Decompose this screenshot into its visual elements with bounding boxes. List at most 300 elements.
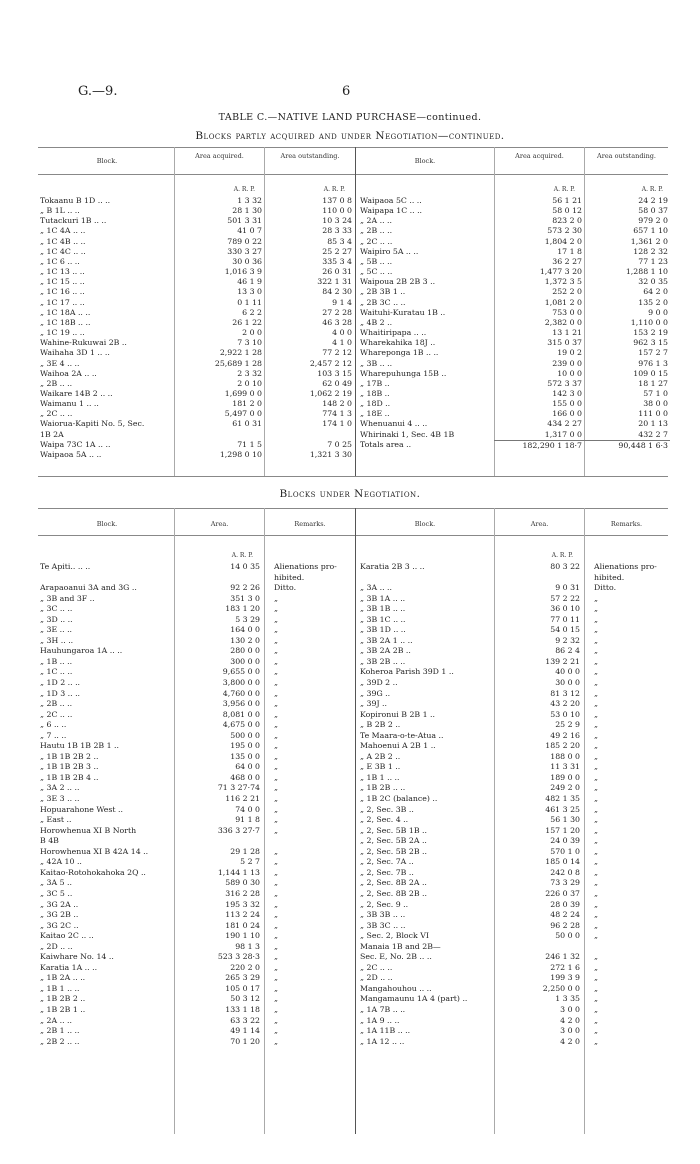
table-row [360,226,670,236]
area-value: 157 2 7 [638,348,668,358]
remarks-cell: „ [274,751,279,761]
remarks-cell: „ [274,667,279,677]
area-value: 7 3 10 [237,338,262,348]
area-value: 183 1 20 [225,604,260,614]
block-name: „ 3B 2A 1 .. .. [360,635,413,645]
block-name: „ 3A 2 .. .. [40,783,80,793]
remarks-cell: „ [594,625,599,635]
table-row [40,409,354,419]
block-name: „ 2B .. .. [360,226,393,236]
block-name: „ 2, Sec. 7B .. [360,867,414,877]
block-name: Horowhenua XI B North [40,825,137,835]
table-row [40,1037,354,1048]
remarks-cell: „ [594,836,599,846]
table-row [40,678,354,689]
table-row [360,689,668,700]
remarks-cell: „ [594,635,599,645]
remarks-cell: „ [274,931,279,941]
table-row [40,889,354,900]
table-row [40,583,354,594]
block-name: „ 3B 1D .. .. [360,625,406,635]
block-name: „ 1C 6 .. .. [40,256,80,266]
remarks-cell: „ [274,952,279,962]
remarks-cell: „ [594,1026,599,1036]
table-row [40,773,354,784]
block-name: „ B 2B 2 .. [360,720,401,730]
remarks-cell: „ [274,762,279,772]
table-row [40,338,354,348]
remarks-cell: Ditto. [594,583,617,593]
rule [38,147,668,148]
block-name: Koheroa Parish 39D 1 .. [360,667,454,677]
table-row [40,196,354,206]
block-name: „ 3H .. .. [40,635,74,645]
area-value: 1,298 0 10 [219,449,262,459]
table-row [360,931,668,942]
unit-header: A. R. P. [553,186,575,193]
block-name: „ 3G 2A .. [40,899,79,909]
block-name: „ 1B 1B 2B 3 .. [40,762,99,772]
area-value: 753 0 0 [552,307,582,317]
table-row [40,731,354,742]
remarks-cell: „ [274,899,279,909]
table-row [40,298,354,308]
block-name: „ 18B .. [360,388,390,398]
remarks-cell: „ [594,699,599,709]
remarks-cell: „ [594,878,599,888]
remarks-cell: „ [274,888,279,898]
area-value [494,942,582,953]
area-value: 28 3 33 [322,226,352,236]
table-row [360,994,668,1005]
block-name: „ 2, Sec. 5B 2A .. [360,836,427,846]
block-name [40,573,174,584]
block-name: „ 2C .. .. [360,236,393,246]
area-value: 48 2 24 [550,910,580,920]
area-value: 316 2 28 [225,888,260,898]
area-value: 500 0 0 [230,730,260,740]
area-value: 77 2 12 [322,348,352,358]
header-remarks: Remarks. [294,520,326,528]
area-value: 155 0 0 [552,399,582,409]
table-row [360,583,668,594]
block-name: „ A 2B 2 .. [360,751,401,761]
block-name: „ 3B 3B .. .. [360,910,406,920]
header-block: Block. [414,520,436,528]
block-name: „ 3A 5 .. [40,878,72,888]
area-value: 109 0 15 [633,368,668,378]
remarks-cell: „ [594,656,599,666]
table-row [360,430,670,440]
block-name: „ 1C 15 .. .. [40,277,85,287]
table-row [40,657,354,668]
table-row [40,430,354,440]
block-name: Wharepuhunga 15B .. [360,368,447,378]
table-row [360,206,670,216]
remarks-cell: „ [274,656,279,666]
remarks-cell: „ [594,730,599,740]
area-value: 185 0 14 [545,857,580,867]
area-value: 56 1 21 [552,196,582,205]
remarks-cell: „ [594,983,599,993]
table-row [40,931,354,942]
block-name: Manaia 1B and 2B— [360,941,441,951]
column-divider [355,147,356,476]
block-name: „ 1C 17 .. .. [40,297,85,307]
area-value: 105 0 17 [225,983,260,993]
area-value: 49 1 14 [230,1026,260,1036]
table-row [360,440,670,451]
table-row [360,720,668,731]
block-name: „ E 3B 1 .. [360,762,401,772]
block-name: „ 5B .. .. [360,256,393,266]
block-name: Kopironui B 2B 1 .. [360,709,436,719]
table-row [360,667,668,678]
table-row [360,836,668,847]
block-name: Mangamaunu 1A 4 (part) .. [360,994,468,1004]
remarks-cell: „ [594,846,599,856]
table-row [360,741,668,752]
area-value: 1 3 35 [555,994,580,1004]
area-value: 0 1 11 [237,297,262,307]
area-value: 5 2 7 [240,857,260,867]
area-value: 434 2 27 [547,419,582,429]
area-value: 570 1 0 [550,846,580,856]
section1-title: Blocks partly acquired and under Negotiation—continued. [195,130,505,142]
block-name: „ 2, Sec. 3B .. [360,804,414,814]
remarks-cell: „ [274,878,279,888]
table-row [360,752,668,763]
table-row [360,783,668,794]
block-name: 1B 2A [40,429,64,439]
area-value: 468 0 0 [230,772,260,782]
area-value: 2,382 0 0 [544,317,582,327]
area-value: 432 2 7 [638,429,668,439]
table-row [360,409,670,419]
area-value: 6 2 2 [242,307,262,317]
remarks-cell: „ [274,1036,279,1046]
table-row [40,689,354,700]
remarks-cell: „ [594,1036,599,1046]
area-value: 96 2 28 [550,920,580,930]
table-row [40,318,354,328]
area-value [174,430,264,440]
area-value: 64 2 0 [643,287,668,297]
block-name: „ 1C 13 .. .. [40,267,85,277]
area-value: 182,290 1 18·7 [494,440,584,451]
table-row [360,889,668,900]
partly-acquired-table-right [360,196,670,451]
remarks-cell: „ [594,783,599,793]
block-name: „ 3G 2B .. [40,910,79,920]
area-value: 85 3 4 [327,236,352,246]
remarks-cell: „ [594,920,599,930]
negotiation-table-right [360,562,668,1047]
block-name: „ 39J .. [360,699,387,709]
remarks-cell [262,836,354,847]
block-name: „ 2A .. .. [360,216,392,226]
area-value: 1,016 3 9 [224,267,262,277]
block-name: „ 3G 2C .. [40,920,79,930]
remarks-cell: „ [274,994,279,1004]
area-value: 77 1 23 [638,256,668,266]
area-value: 3 0 0 [560,1026,580,1036]
block-name: „ 2, Sec. 8B 2A .. [360,878,427,888]
area-value: 10 3 24 [322,216,352,226]
remarks-cell: „ [594,815,599,825]
table-row [40,562,354,573]
area-value: 242 0 8 [550,867,580,877]
block-name: „ 1D 2 .. .. [40,678,81,688]
table-row [40,741,354,752]
area-value: 30 0 0 [555,678,580,688]
block-name: „ 18D .. [360,399,391,409]
area-value: 3,800 0 0 [222,678,260,688]
block-name: Karatia 1A .. .. [40,962,98,972]
block-name: „ 3B and 3F .. [40,593,95,603]
area-value: 181 0 24 [225,920,260,930]
area-value: 2,457 2 12 [309,358,352,368]
table-row [360,910,668,921]
area-value: 153 2 19 [633,328,668,338]
block-name: „ 3B 2A 2B .. [360,646,411,656]
area-value: 1,699 0 0 [224,388,262,398]
header-area: Area. [530,520,549,528]
area-value: 9 0 31 [555,583,580,593]
area-value: 24 0 39 [550,836,580,846]
remarks-cell: „ [594,867,599,877]
block-name: Whaitiripapa .. .. [360,328,427,338]
block-name: „ 3B 1B .. .. [360,604,406,614]
remarks-cell: „ [274,983,279,993]
block-name: „ 2A .. .. [40,1015,72,1025]
remarks-cell: „ [274,973,279,983]
area-value: 73 3 29 [550,878,580,888]
area-value: 116 2 21 [225,794,260,804]
block-name: „ 1B 1 .. .. [40,983,80,993]
table-row [40,836,354,847]
block-name: „ 1B 2C (balance) .. [360,794,438,804]
table-row [360,419,670,429]
remarks-cell: „ [274,772,279,782]
rule [38,476,668,477]
area-value: 3 0 0 [560,1004,580,1014]
remarks-cell: „ [274,962,279,972]
table-row [40,994,354,1005]
remarks-cell: „ [594,741,599,751]
remarks-cell: „ [274,646,279,656]
remarks-cell: „ [274,635,279,645]
area-value: 11 3 31 [550,762,580,772]
remarks-cell: „ [274,699,279,709]
block-name: „ 7 .. .. [40,730,67,740]
area-value: 2 3 32 [237,368,262,378]
area-value: 315 0 37 [547,338,582,348]
block-name: „ 18E .. [360,409,390,419]
area-value: 166 0 0 [552,409,582,419]
area-value: 188 0 0 [550,751,580,761]
header-area: Area. [210,520,229,528]
block-name: Waipa 73C 1A .. .. [40,439,111,449]
block-name: Mahoenui A 2B 1 .. [360,741,436,751]
table-row [40,826,354,837]
remarks-cell: „ [594,962,599,972]
block-name: Waipaoa 5C .. .. [360,196,422,205]
block-name: „ 3B .. .. [360,358,393,368]
remarks-cell: „ [594,804,599,814]
block-name: „ 1C 18A .. .. [40,307,91,317]
block-name: „ 2C .. .. [360,962,393,972]
area-value: 2,922 1 28 [219,348,262,358]
block-name: „ 3B 3C .. .. [360,920,406,930]
block-name: „ 1A 9 .. .. [360,1015,400,1025]
block-name: Kaitao-Rotohokahoka 2Q .. [40,867,146,877]
area-value: 280 0 0 [230,646,260,656]
header-outstanding: Area outstanding. [280,152,340,160]
block-name: „ 3A .. .. [360,583,392,593]
block-name: „ 2, Sec. 9 .. [360,899,409,909]
remarks-cell: hibited. [594,572,625,582]
area-value: 1,081 2 0 [544,297,582,307]
area-value: 84 2 30 [322,287,352,297]
table-row [360,615,668,626]
area-value: 9,655 0 0 [222,667,260,677]
area-value: 80 3 22 [550,562,580,571]
area-value: 1,317 0 0 [544,429,582,439]
area-value: 5,497 0 0 [224,409,262,419]
table-row [360,369,670,379]
area-value: 174 1 0 [322,419,352,429]
block-name: „ 1C 4B .. .. [40,236,86,246]
area-value [174,573,262,584]
remarks-cell: „ [274,867,279,877]
block-name: Tutackuri 1B .. .. [40,216,107,226]
area-value: 195 0 0 [230,741,260,751]
remarks-cell: hibited. [274,572,305,582]
block-name: „ 3B 1C .. .. [360,614,406,624]
header-block: Block. [414,157,436,165]
table-row [40,399,354,409]
block-name: Whareponga 1B .. .. [360,348,439,358]
block-name: „ B 1L .. .. [40,206,80,216]
remarks-cell: „ [274,857,279,867]
area-value: 41 0 7 [237,226,262,236]
remarks-cell: „ [274,741,279,751]
block-name: „ 1A 7B .. .. [360,1004,406,1014]
area-value: 7 0 25 [327,439,352,449]
remarks-cell: „ [594,762,599,772]
partly-acquired-table-left [40,196,354,460]
table-row [40,359,354,369]
table-row [360,984,668,995]
table-row [360,762,668,773]
remarks-cell [582,942,668,953]
area-value: 482 1 35 [545,794,580,804]
table-row [360,379,670,389]
block-name: Wahine-Rukuwai 2B .. [40,338,127,348]
block-name: „ 1B 1 .. .. [360,772,400,782]
area-value: 56 1 30 [550,815,580,825]
area-value: 4,675 0 0 [222,720,260,730]
remarks-cell: „ [274,941,279,951]
table-row [360,257,670,267]
table-row [40,857,354,868]
table-row [360,942,668,953]
area-value: 252 2 0 [552,287,582,297]
remarks-cell: Alienations pro- [274,562,337,571]
remarks-cell: „ [594,667,599,677]
table-row [360,216,670,226]
header-block: Block. [96,157,118,165]
block-name: Horowhenua XI B 42A 14 .. [40,846,149,856]
block-name: „ 1C 4C .. .. [40,246,86,256]
area-value: 81 3 12 [550,688,580,698]
area-value: 25 2 27 [322,246,352,256]
area-value: 111 0 0 [638,409,668,419]
header-acquired: Area acquired. [515,152,564,160]
block-name: „ 2C .. .. [40,709,73,719]
table-row [360,594,668,605]
table-row [360,973,668,984]
area-value: 130 2 0 [230,635,260,645]
area-value: 189 0 0 [550,772,580,782]
area-value: 335 3 4 [322,256,352,266]
table-row [360,921,668,932]
block-name: „ Sec. 2, Block VI [360,931,429,941]
table-row [40,267,354,277]
table-row [40,348,354,358]
area-value: 135 2 0 [638,297,668,307]
area-value: 25,689 1 28 [214,358,262,368]
area-value [494,573,582,584]
area-value: 164 0 0 [230,625,260,635]
table-row [360,710,668,721]
table-row [360,399,670,409]
block-name: „ 1C 16 .. .. [40,287,85,297]
table-row [40,247,354,257]
negotiation-table-left [40,562,354,1047]
table-row [360,318,670,328]
table-row [360,952,668,963]
remarks-cell: „ [594,678,599,688]
area-value: 322 1 31 [317,277,352,287]
block-name: „ 2, Sec. 8B 2B .. [360,888,428,898]
block-name: „ 2B .. .. [40,378,73,388]
area-value: 979 2 0 [638,216,668,226]
block-name: „ 1B 1B 2B 4 .. [40,772,99,782]
area-value: 90,448 1 6·3 [584,440,670,451]
block-name: „ 1C 19 .. .. [40,328,85,338]
table-row [40,257,354,267]
table-row [360,237,670,247]
table-row [40,369,354,379]
block-name: „ 42A 10 .. [40,857,82,867]
area-value: 1,110 0 0 [630,317,668,327]
table-row [40,805,354,816]
header-outstanding: Area outstanding. [597,152,656,160]
block-name: Waihoa 2A .. .. [40,368,97,378]
table-row [40,900,354,911]
block-name: Hautu 1B 1B 2B 1 .. [40,741,120,751]
block-name: Waituhi-Kuratau 1B .. [360,307,446,317]
area-value: 30 0 36 [232,256,262,266]
table-row [360,308,670,318]
area-value: 501 3 31 [227,216,262,226]
block-name: Arapaoanui 3A and 3G .. [40,583,137,593]
table-row [360,815,668,826]
block-name: „ 3E 3 .. .. [40,794,80,804]
table-row [40,963,354,974]
